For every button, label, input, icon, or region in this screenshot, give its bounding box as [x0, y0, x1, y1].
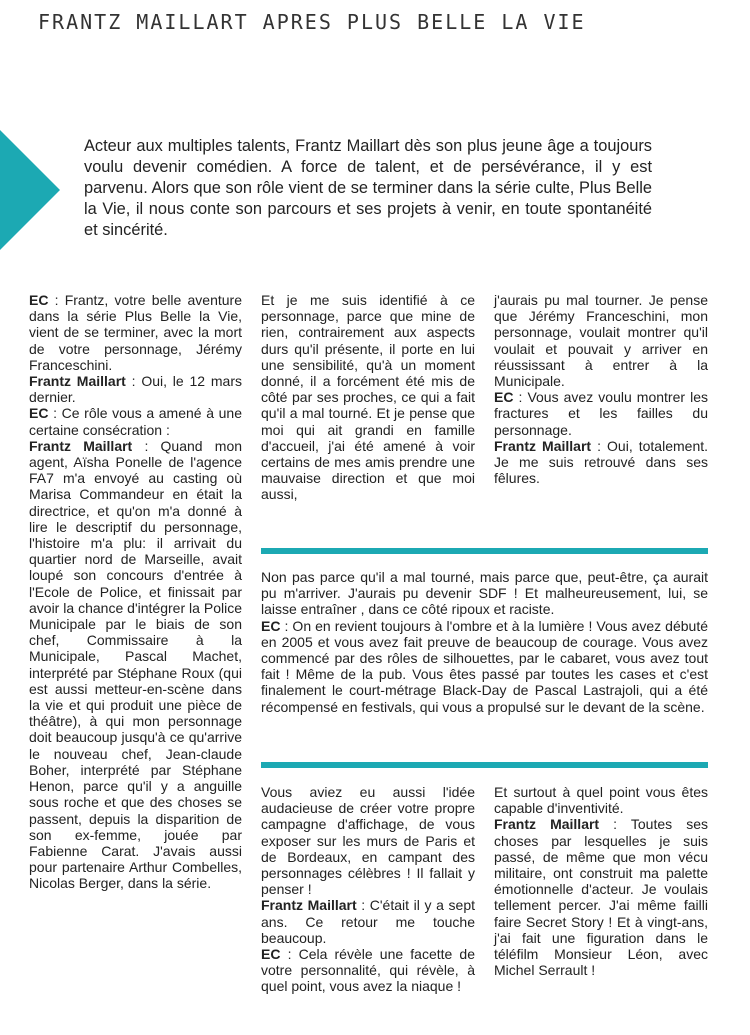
- answer-text: : C'était il y a sept ans. Ce retour me touche beaucoup.: [261, 897, 475, 946]
- body-text: j'aurais pu mal tourner. Je pense que Jérémy Franceschini, mon personnage, voulait montrer qu'il voulait et pouvait y arriver en réussissant à entrer à la Municipale.: [494, 292, 708, 390]
- speaker-label: EC: [261, 617, 281, 634]
- answer: [261, 897, 475, 946]
- intro-paragraph: Acteur aux multiples talents, Frantz Maillart dès son plus jeune âge a toujours voulu devenir comédien. A force de talent, et de persévérance, il y est parvenu. Alors que son rôle vient de se terminer dans la série culte, Plus Belle la Vie, il nous conte son parcours et ses projets à venir, en toute spontanéité et sincérité.: [84, 137, 652, 239]
- column-3-top: [494, 292, 708, 486]
- question-text: : Frantz, votre belle aventure dans la série Plus Belle la Vie, vient de se terminer, avec la mort de votre personnage, Jérémy Franceschini.: [29, 292, 242, 373]
- column-2-bottom: [261, 784, 475, 995]
- speaker-label: Frantz Maillart: [29, 373, 126, 390]
- answer: [29, 373, 242, 405]
- wide-block: [261, 569, 708, 715]
- answer: [494, 438, 708, 487]
- speaker-label: Frantz Maillart: [494, 816, 600, 833]
- answer: [494, 816, 708, 978]
- answer-text: : Toutes ses choses par lesquelles je suis passé, de même que mon vécu militaire, ont construit ma palette émotionnelle d'acteur. Je voulais tellement percer. J'ai même failli faire Secret Story ! Et à vingt-ans, j'ai fait une figuration dans le téléfilm Monsieur Léon, avec Michel Serrault !: [494, 816, 708, 979]
- body-text: Non pas parce qu'il a mal tourné, mais parce que, peut-être, ça aurait pu m'arriver. J'aurais pu devenir SDF ! Et malheureusement, lui, se laisse entraîner , dans ce côté ripoux et raciste.: [261, 569, 708, 618]
- column-3-bottom: [494, 784, 708, 978]
- speaker-label: EC: [29, 405, 49, 422]
- body-text: Vous aviez eu aussi l'idée audacieuse de créer votre propre campagne d'affichage, de vous exposer sur les murs de Paris et de Bordeaux, en campant des personnages célèbres ! Il fallait y penser !: [261, 784, 475, 898]
- speaker-label: Frantz Maillart: [29, 437, 133, 454]
- question-text: : Ce rôle vous a amené à une certaine consécration :: [29, 405, 242, 438]
- question: [261, 618, 708, 715]
- answer-text: : Oui, le 12 mars dernier.: [29, 373, 243, 406]
- article-title: FRANTZ MAILLART APRES PLUS BELLE LA VIE: [38, 10, 586, 34]
- question: [261, 946, 475, 995]
- body-text: Et surtout à quel point vous êtes capable d'inventivité.: [494, 784, 708, 817]
- speaker-label: EC: [261, 946, 281, 963]
- question: [29, 292, 242, 373]
- question-text: : On en revient toujours à l'ombre et à la lumière ! Vous avez débuté en 2005 et vous avez fait preuve de beaucoup de courage. Vous avez commencé par des rôles de silhouettes, par le cabaret, vous avez tout fait ! Même de la pub. Vous êtes passé par toutes les cases et c'est finalement le court-métrage Black-Day de Pascal Lastrajoli, qui a été récompensé en festivals, qui vous a propulsé sur le devant de la scène.: [261, 617, 708, 715]
- question-text: : Vous avez voulu montrer les fractures et les failles du personnage.: [494, 389, 708, 438]
- decorative-triangle: [0, 130, 60, 250]
- section-divider: [261, 762, 708, 768]
- body-text: Et je me suis identifié à ce personnage, parce que mine de rien, contrairement aux aspects durs qu'il présente, il porte en lui une sensibilité, qu'à un moment donné, il a forcément été mis de côté par ses proches, ce qui a fait qu'il a mal tourné. Et je pense que moi qui ait grandi en famille d'accueil, j'ai été amené à voir certains de mes amis prendre une mauvaise direction et que moi aussi,: [261, 292, 475, 503]
- question: [29, 405, 242, 437]
- speaker-label: EC: [29, 292, 49, 308]
- question: [494, 389, 708, 438]
- column-2-top: [261, 292, 475, 503]
- speaker-label: Frantz Maillart: [494, 437, 592, 454]
- speaker-label: Frantz Maillart: [261, 897, 357, 914]
- section-divider: [261, 548, 708, 554]
- answer-text: : Oui, totalement. Je me suis retrouvé dans ses fêlures.: [494, 437, 709, 487]
- answer-text: : Quand mon agent, Aïsha Ponelle de l'agence FA7 m'a envoyé au casting où Marisa Commandeur en était la directrice, et qu'on m'a donné à lire le descriptif du personnage, l'histoire m'a plu: il arrivait du quartier nord de Marseille, avait loupé son concours d'entrée à l'Ecole de Police, et finissait par avoir la chance d'intégrer la Police Municipale par le biais de son chef, Commissaire à la Municipale, Pascal Machet, interprété par Stéphane Roux (qui est aussi metteur-en-scène dans la vie et qui produit une pièce de théâtre), à qui mon personnage doit beaucoup jusqu'à ce qu'arrive le nouveau chef, Jean-claude Boher, interprété par Stéphane Henon, parce qu'il y a anguille sous roche et que des choses se passent, depuis la disparition de son ex-femme, jouée par Fabienne Carat. J'avais aussi pour partenaire Arthur Combelles, Nicolas Berger, dans la série.: [29, 437, 243, 892]
- answer: [29, 438, 242, 892]
- question-text: : Cela révèle une facette de votre personnalité, qui révèle, à quel point, vous avez la niaque !: [261, 946, 475, 995]
- column-1: [29, 292, 242, 892]
- speaker-label: EC: [494, 389, 514, 406]
